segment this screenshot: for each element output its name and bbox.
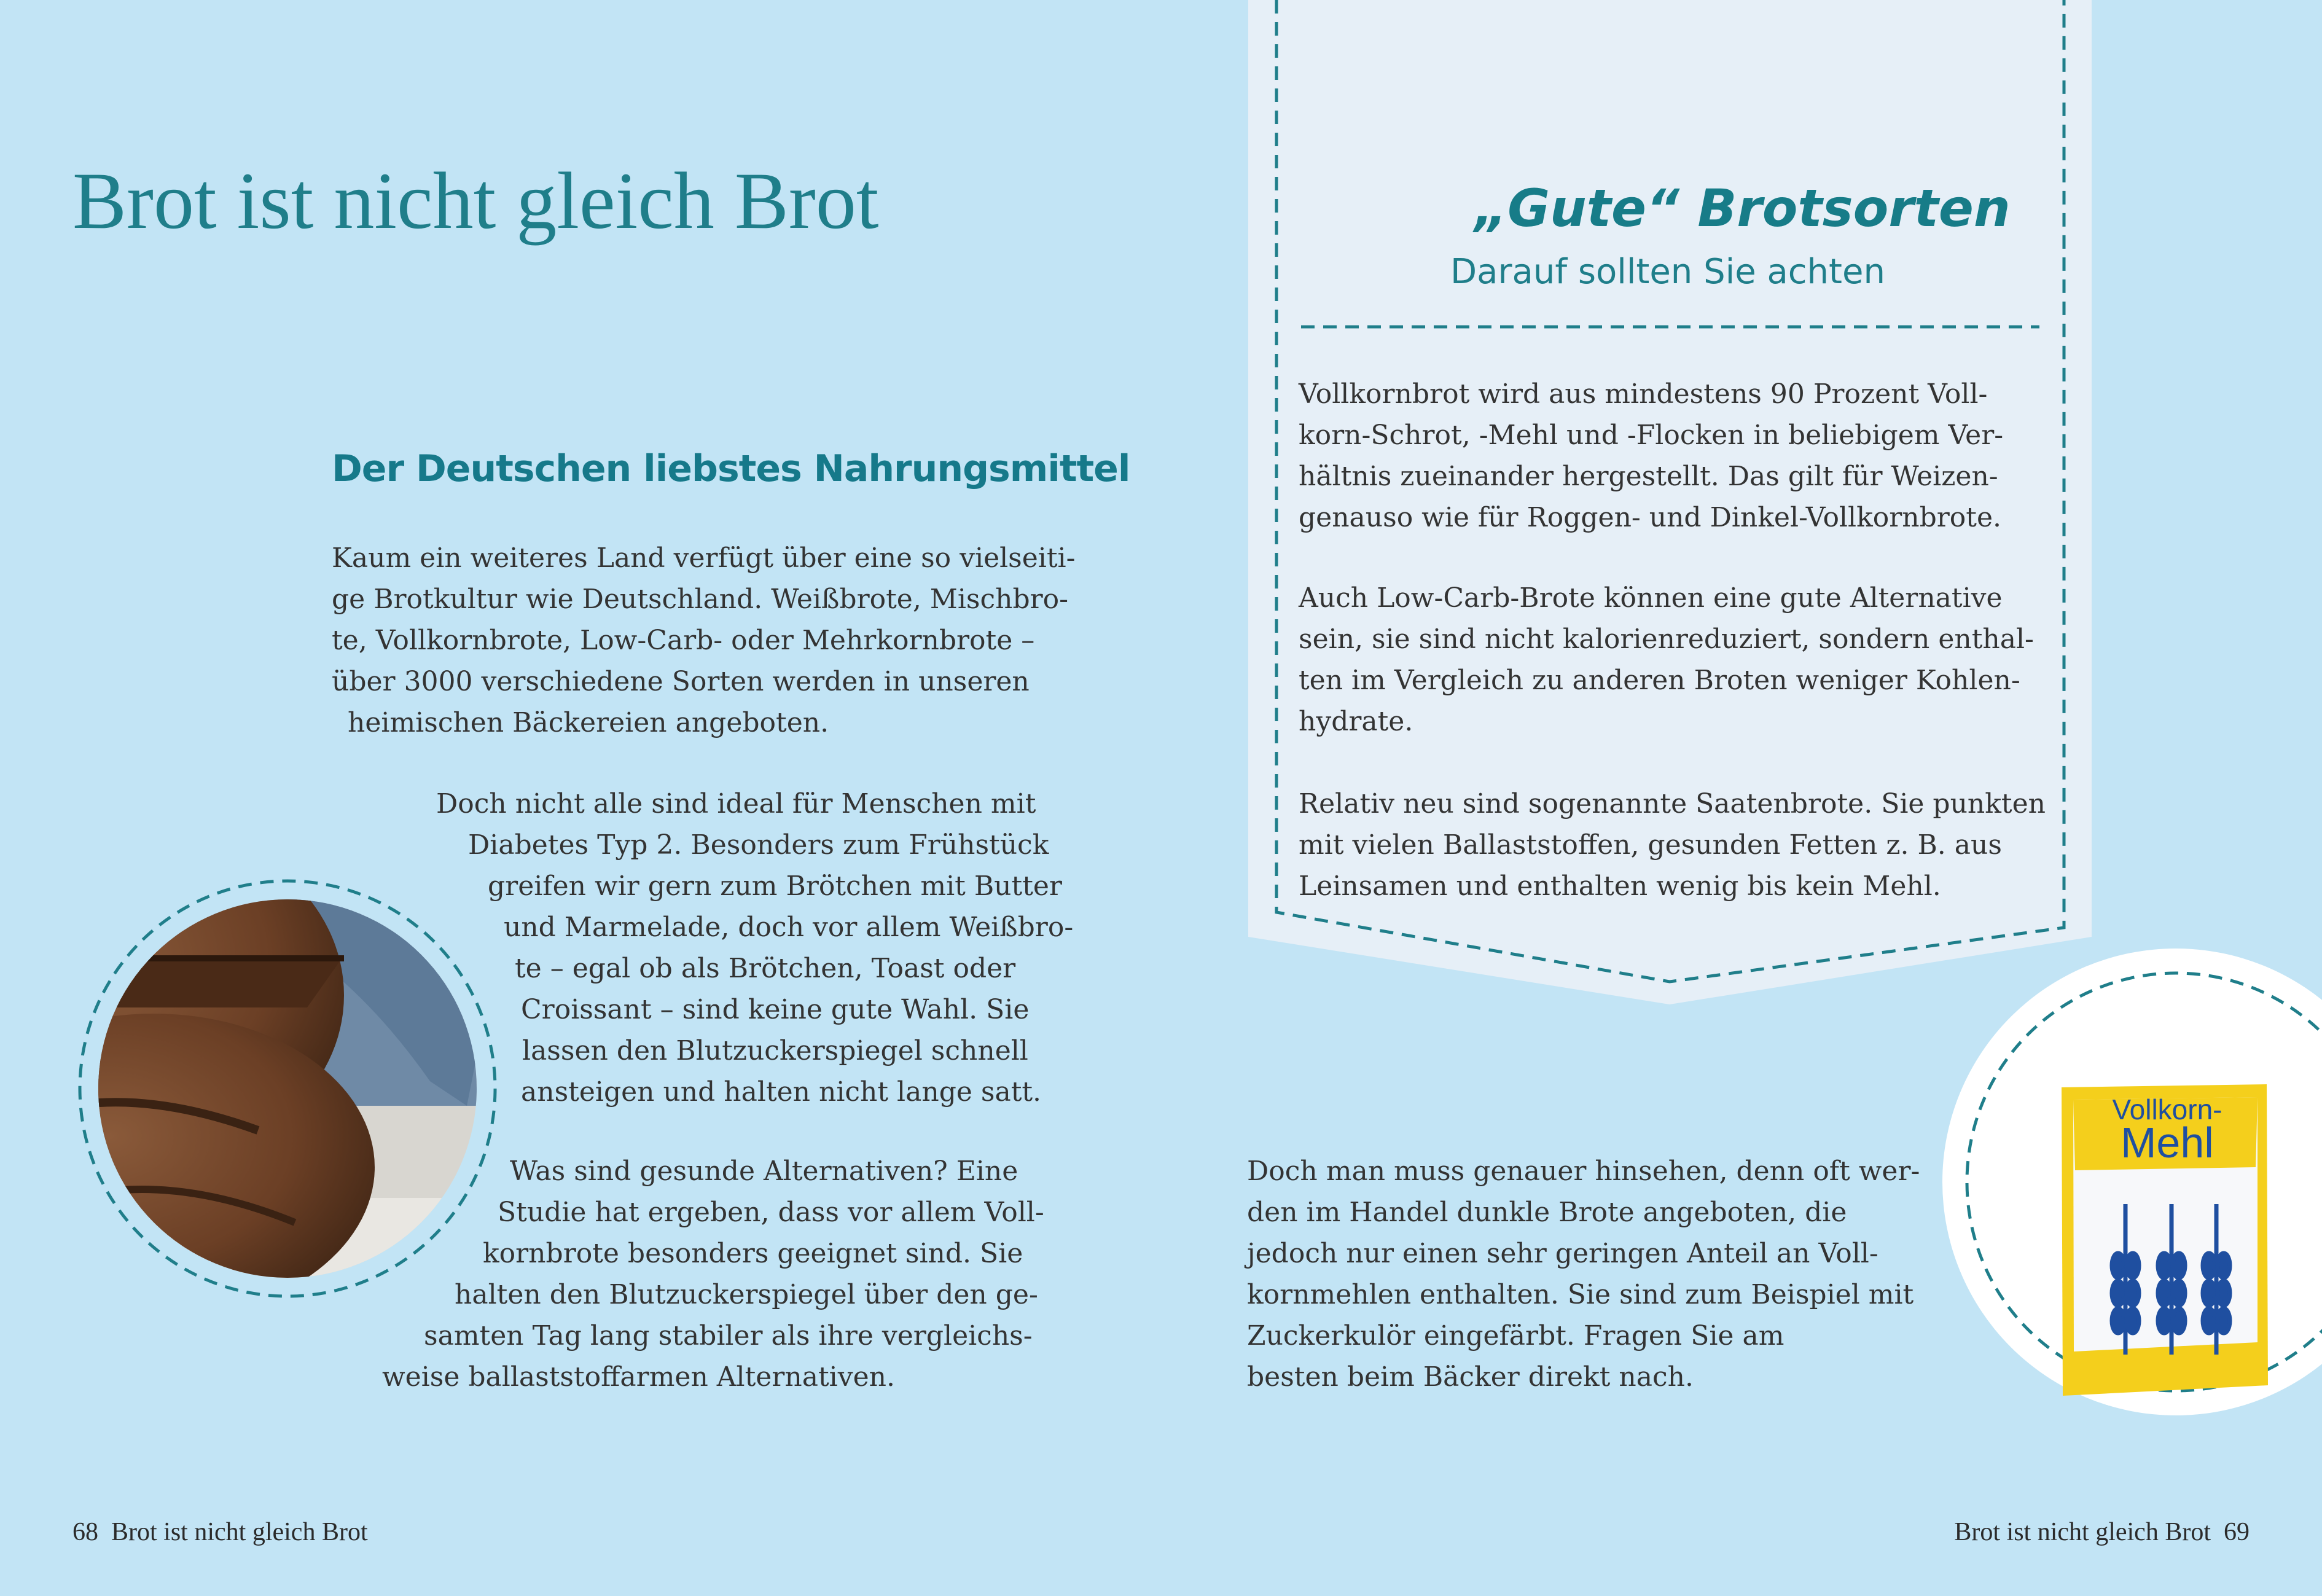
text-line: Diabetes Typ 2. Besonders zum Frühstück [468, 829, 1049, 861]
text-line: kornbrote besonders geeignet sind. Sie [483, 1238, 1023, 1269]
running-title-left: Brot ist nicht gleich Brot [111, 1518, 368, 1546]
text-line: mit vielen Ballaststoffen, gesunden Fetten z. B. aus [1299, 829, 2002, 861]
tip-box-heading: „Gute“ Brotsorten [1474, 178, 2011, 238]
text-line: Leinsamen und enthalten wenig bis kein Mehl. [1299, 870, 1941, 902]
text-line: Was sind gesunde Alternativen? Eine [510, 1156, 1018, 1187]
text-line: Kaum ein weiteres Land verfügt über eine so vielseiti- [332, 542, 1076, 574]
text-line: über 3000 verschiedene Sorten werden in unseren [332, 666, 1030, 697]
text-line: ansteigen und halten nicht lange satt. [521, 1076, 1042, 1108]
text-line: Croissant – sind keine gute Wahl. Sie [521, 994, 1030, 1025]
text-line: ge Brotkultur wie Deutschland. Weißbrote, Mischbro- [332, 584, 1069, 615]
text-line: genauso wie für Roggen- und Dinkel-Vollkornbrote. [1299, 502, 2001, 533]
flour-bag-icon [2062, 1084, 2268, 1396]
text-line: sein, sie sind nicht kalorienreduziert, sondern enthal- [1299, 624, 2034, 655]
right-footer [1954, 1517, 2250, 1547]
text-line: hydrate. [1299, 706, 1413, 737]
text-line: hältnis zueinander hergestellt. Das gilt für Weizen- [1299, 461, 1998, 492]
text-line: den im Handel dunkle Brote angeboten, die [1247, 1197, 1847, 1228]
text-line: Studie hat ergeben, dass vor allem Voll- [498, 1197, 1044, 1228]
text-line: Doch nicht alle sind ideal für Menschen mit [436, 788, 1036, 820]
text-line: Vollkornbrot wird aus mindestens 90 Prozent Voll- [1299, 378, 1988, 410]
tip-box-subheading: Darauf sollten Sie achten [1450, 252, 1885, 292]
text-line: jedoch nur einen sehr geringen Anteil an Voll- [1247, 1238, 1878, 1269]
text-line: halten den Blutzuckerspiegel über den ge- [455, 1279, 1038, 1310]
page-number-left: 68 [72, 1518, 98, 1546]
text-line: und Marmelade, doch vor allem Weißbro- [504, 912, 1074, 943]
text-line: Doch man muss genauer hinsehen, denn oft wer- [1247, 1156, 1920, 1187]
section-heading: Der Deutschen liebstes Nahrungsmittel [332, 447, 1130, 490]
page-title: Brot ist nicht gleich Brot [72, 155, 879, 246]
text-line: Auch Low-Carb-Brote können eine gute Alternative [1299, 582, 2003, 614]
text-line: Relativ neu sind sogenannte Saatenbrote. Sie punkten [1299, 788, 2046, 820]
left-footer [72, 1517, 368, 1547]
text-line: te – egal ob als Brötchen, Toast oder [515, 953, 1016, 984]
text-line: Zuckerkulör eingefärbt. Fragen Sie am [1247, 1320, 1784, 1352]
page-number-right: 69 [2224, 1518, 2250, 1546]
text-line: weise ballaststoffarmen Alternativen. [382, 1361, 895, 1393]
text-line: korn-Schrot, -Mehl und -Flocken in beliebigem Ver- [1299, 420, 2004, 451]
flour-bag-label-1: Vollkorn- [2112, 1093, 2222, 1125]
text-line: te, Vollkornbrote, Low-Carb- oder Mehrkornbrote – [332, 625, 1035, 656]
text-line: lassen den Blutzuckerspiegel schnell [522, 1035, 1028, 1066]
text-line: samten Tag lang stabiler als ihre vergleichs- [424, 1320, 1033, 1352]
text-line: besten beim Bäcker direkt nach. [1247, 1361, 1694, 1393]
flour-bag-label-2: Mehl [2121, 1119, 2214, 1167]
running-title-right: Brot ist nicht gleich Brot [1954, 1518, 2211, 1546]
text-line: kornmehlen enthalten. Sie sind zum Beispiel mit [1247, 1279, 1914, 1310]
text-line: greifen wir gern zum Brötchen mit Butter [488, 870, 1062, 902]
text-line: heimischen Bäckereien angeboten. [348, 707, 829, 738]
text-line: ten im Vergleich zu anderen Broten weniger Kohlen- [1299, 665, 2020, 696]
